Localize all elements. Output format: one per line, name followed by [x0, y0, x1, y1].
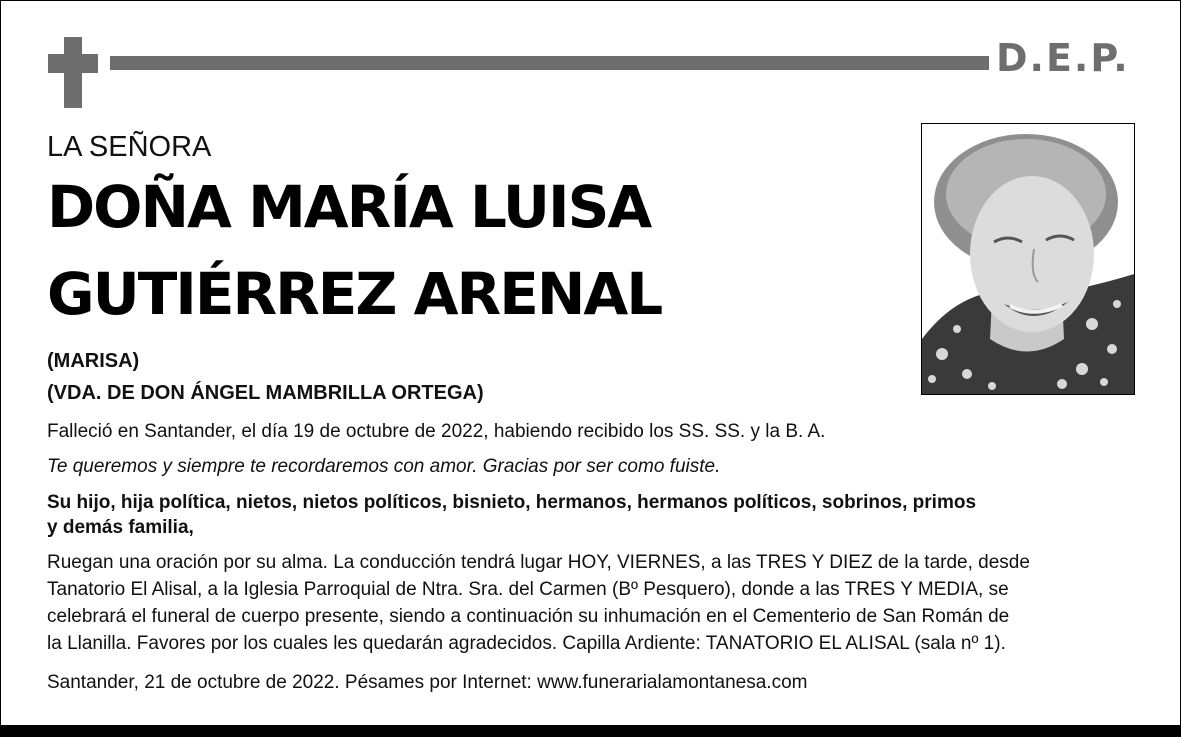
death-notice: Falleció en Santander, el día 19 de octubre de 2022, habiendo recibido los SS. SS. y la B. A.	[47, 421, 826, 442]
funeral-details	[47, 549, 1030, 657]
funeral-details-line-2: Tanatorio El Alisal, a la Iglesia Parroquial de Ntra. Sra. del Carmen (Bº Pesquero), donde a las TRES Y MEDIA, se	[47, 579, 1009, 600]
tribute-message: Te queremos y siempre te recordaremos con amor. Gracias por ser como fuiste.	[47, 456, 721, 477]
family-list	[47, 490, 976, 540]
funeral-details-line-4: la Llanilla. Favores por los cuales les quedarán agradecidos. Capilla Ardiente: TANATORIO EL ALISAL (sala nº 1).	[47, 633, 1006, 654]
cross-icon-horizontal	[48, 54, 98, 73]
bottom-border	[0, 725, 1181, 737]
funeral-details-line-1: Ruegan una oración por su alma. La conducción tendrá lugar HOY, VIERNES, a las TRES Y DIEZ de la tarde, desde	[47, 552, 1030, 573]
nickname: (MARISA)	[47, 350, 140, 372]
widow-of: (VDA. DE DON ÁNGEL MAMBRILLA ORTEGA)	[47, 382, 484, 404]
family-line-2: y demás familia,	[47, 517, 194, 538]
portrait-photo	[921, 123, 1135, 395]
funeral-details-line-3: celebrará el funeral de cuerpo presente, siendo a continuación su inhumación en el Cementerio de San Román de	[47, 606, 1010, 627]
deceased-name-line-2: GUTIÉRREZ ARENAL	[47, 260, 662, 328]
portrait-image	[922, 124, 1134, 394]
header-rule	[110, 56, 989, 70]
footer-condolences: Santander, 21 de octubre de 2022. Pésames por Internet: www.funerarialamontanesa.com	[47, 672, 808, 693]
family-line-1: Su hijo, hija política, nietos, nietos políticos, bisnieto, hermanos, hermanos políticos, sobrinos, primos	[47, 492, 977, 513]
deceased-name-line-1: DOÑA MARÍA LUISA	[47, 173, 651, 241]
dep-label: D.E.P.	[996, 36, 1130, 80]
title-prefix: LA SEÑORA	[47, 131, 212, 163]
